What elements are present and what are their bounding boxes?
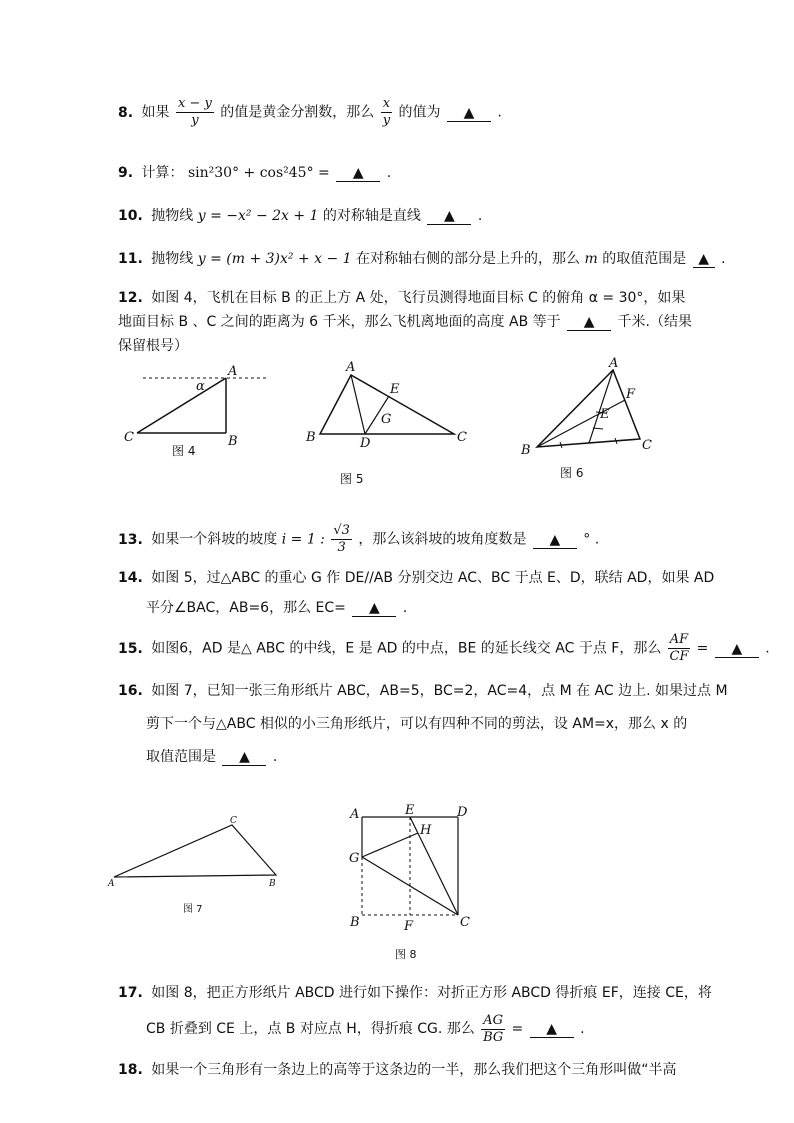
question-text: 千米.（结果 <box>617 314 692 330</box>
label-c: C <box>457 430 467 445</box>
question-text: 平分∠BAC，AB=6，那么 EC= <box>146 600 346 616</box>
math-variable: m <box>584 251 598 267</box>
question-number: 18. <box>118 1062 143 1078</box>
label-e: E <box>600 407 610 422</box>
question-number: 15. <box>118 640 143 657</box>
label-c: C <box>460 915 470 930</box>
question-9 <box>118 163 391 183</box>
question-text: 如果一个三角形有一条边上的高等于这条边的一半，那么我们把这个三角形叫做“半高 <box>151 1062 677 1078</box>
answer-blank[interactable]: ▲ <box>447 105 491 122</box>
question-10 <box>118 206 482 226</box>
question-text: 如图 7，已知一张三角形纸片 ABC，AB=5，BC=2，AC=4，点 M 在 AC 边上. 如果过点 M <box>151 683 728 699</box>
answer-blank[interactable]: ▲ <box>567 314 611 331</box>
figure-5 <box>305 360 467 486</box>
fraction-denominator: y <box>191 113 199 128</box>
label-g: G <box>381 412 392 427</box>
question-14 <box>118 563 714 623</box>
question-text: 地面目标 B 、C 之间的距离为 6 千米，那么飞机离地面的高度 AB 等于 <box>118 314 561 330</box>
question-13 <box>118 523 599 556</box>
label-f: F <box>626 387 636 402</box>
question-end: . <box>721 251 726 267</box>
label-c: C <box>642 438 652 453</box>
label-f: F <box>404 919 414 934</box>
question-text: 抛物线 <box>151 208 194 224</box>
question-text: 的对称轴是直线 <box>322 208 421 224</box>
question-line <box>118 975 712 1011</box>
label-g: G <box>349 851 360 866</box>
figure-caption: 图 7 <box>183 904 203 915</box>
label-d: D <box>360 436 371 451</box>
question-number: 9. <box>118 165 134 181</box>
question-line <box>118 563 714 593</box>
question-number: 16. <box>118 683 143 699</box>
figure-7 <box>107 816 276 915</box>
label-b: B <box>228 434 238 449</box>
figure-6 <box>520 356 652 480</box>
label-e: E <box>390 382 400 397</box>
math-expression: y = −x² − 2x + 1 <box>197 208 319 224</box>
triangle-abc <box>537 370 640 447</box>
question-text: 如图 8，把正方形纸片 ABCD 进行如下操作：对折正方形 ABCD 得折痕 EF，连接 CE，将 <box>151 985 712 1001</box>
question-12 <box>118 286 692 358</box>
label-h: H <box>420 823 432 838</box>
label-b: B <box>350 915 360 930</box>
equals-sign: = <box>696 640 709 657</box>
question-text: 的取值范围是 <box>602 251 687 267</box>
label-a: A <box>228 364 238 379</box>
question-end: . <box>272 749 278 765</box>
fraction-af-over-cf <box>668 632 690 665</box>
answer-blank[interactable]: ▲ <box>715 641 759 658</box>
degree-unit: ° <box>583 531 591 548</box>
question-8 <box>118 96 502 129</box>
fraction-x-minus-y-over-y <box>176 96 214 129</box>
label-a: A <box>609 356 619 371</box>
fraction-denominator: CF <box>669 649 689 664</box>
answer-blank[interactable]: ▲ <box>352 600 396 617</box>
figure-caption: 图 5 <box>340 472 364 486</box>
question-line <box>118 741 728 774</box>
label-b: B <box>521 443 531 458</box>
answer-blank[interactable]: ▲ <box>530 1021 574 1038</box>
fraction-denominator: y <box>382 113 391 128</box>
fraction-denominator: 3 <box>337 540 346 555</box>
label-a: A <box>108 879 115 889</box>
question-text: 如果一个斜坡的坡度 <box>151 531 278 548</box>
question-text: ，那么该斜坡的坡角度数是 <box>358 531 527 548</box>
question-17 <box>118 975 712 1047</box>
label-a: A <box>350 807 360 822</box>
question-number: 17. <box>118 985 143 1001</box>
question-text: CB 折叠到 CE 上，点 B 对应点 H，得折痕 CG. 那么 <box>146 1021 475 1037</box>
fraction-root3-over-3 <box>331 523 352 556</box>
question-line: 保留根号） <box>118 338 188 354</box>
question-text: 在对称轴右侧的部分是上升的，那么 <box>356 251 581 267</box>
label-c: C <box>124 430 134 445</box>
question-line <box>118 310 692 334</box>
question-line <box>118 286 692 310</box>
fraction-numerator: x <box>382 96 391 111</box>
figure-caption: 图 8 <box>395 948 417 961</box>
fraction-denominator: BG <box>483 1029 504 1045</box>
question-11 <box>118 249 726 269</box>
figure-4 <box>124 364 268 458</box>
question-end: . <box>402 600 408 616</box>
fraction-numerator: AG <box>483 1012 504 1028</box>
label-b: B <box>269 879 276 889</box>
math-expression: sin²30° + cos²45° = <box>187 165 330 181</box>
segment-ad <box>351 375 365 434</box>
question-number: 11. <box>118 251 143 267</box>
question-text: 抛物线 <box>151 251 194 267</box>
equals-sign: = <box>511 1021 524 1037</box>
answer-blank[interactable]: ▲ <box>222 749 266 766</box>
question-end: . <box>386 165 392 181</box>
math-expression: i = 1 : <box>281 531 325 548</box>
question-end: . <box>580 1021 585 1037</box>
question-end: . <box>594 531 600 548</box>
segment-bf <box>537 400 625 447</box>
label-e: E <box>405 803 415 818</box>
fraction-numerator: AF <box>669 632 689 647</box>
math-expression: y = (m + 3)x² + x − 1 <box>197 251 352 267</box>
question-text: 如图 4，飞机在目标 B 的正上方 A 处，飞行员测得地面目标 C 的俯角 α = 30°，如果 <box>151 290 686 306</box>
question-text: 计算： <box>141 165 184 181</box>
question-text: 的值是黄金分割数，那么 <box>220 104 375 121</box>
question-18 <box>118 1060 677 1080</box>
figures-4-5-6 <box>0 355 794 495</box>
question-15 <box>118 632 770 665</box>
label-a: A <box>346 360 356 375</box>
fraction-numerator: √3 <box>333 523 350 538</box>
figure-8 <box>349 803 470 961</box>
label-b: B <box>306 430 316 445</box>
triangle-abc <box>114 825 276 877</box>
question-16 <box>118 675 728 774</box>
answer-blank[interactable]: ▲ <box>533 532 577 549</box>
question-text: 取值范围是 <box>146 749 216 765</box>
question-line: 剪下一个与△ABC 相似的小三角形纸片，可以有四种不同的剪法，设 AM=x，那么 x 的 <box>146 716 688 732</box>
question-number: 8. <box>118 104 134 121</box>
question-end: . <box>765 640 770 657</box>
question-line <box>118 675 728 708</box>
question-text: 如图 5，过△ABC 的重心 G 作 DE//AB 分别交边 AC、BC 于点 E、D，联结 AD，如果 AD <box>151 570 715 586</box>
fraction-ag-over-bg <box>481 1013 505 1046</box>
question-text: 的值为 <box>398 104 441 121</box>
label-c: C <box>230 816 237 826</box>
question-end: . <box>477 208 483 224</box>
answer-blank[interactable]: ▲ <box>427 208 471 225</box>
question-number: 10. <box>118 208 143 224</box>
label-alpha: α <box>196 379 205 394</box>
figure-caption: 图 6 <box>560 466 584 480</box>
question-number: 12. <box>118 290 143 306</box>
answer-blank[interactable]: ▲ <box>693 251 715 268</box>
question-text: 如图6，AD 是△ ABC 的中线，E 是 AD 的中点，BE 的延长线交 AC 于点 F，那么 <box>151 640 662 657</box>
question-end: . <box>497 104 502 121</box>
tick-mark <box>593 428 603 429</box>
figures-7-8 <box>0 800 794 970</box>
fraction-numerator: x − y <box>177 96 212 111</box>
fraction-x-over-y <box>381 96 392 129</box>
question-number: 14. <box>118 570 143 586</box>
answer-blank[interactable]: ▲ <box>336 165 380 182</box>
question-number: 13. <box>118 531 143 548</box>
figure-caption: 图 4 <box>172 444 196 458</box>
segment-ca <box>137 378 226 433</box>
question-line <box>118 593 714 623</box>
label-d: D <box>457 805 468 820</box>
question-text: 如果 <box>141 104 170 121</box>
question-line <box>118 1011 712 1047</box>
